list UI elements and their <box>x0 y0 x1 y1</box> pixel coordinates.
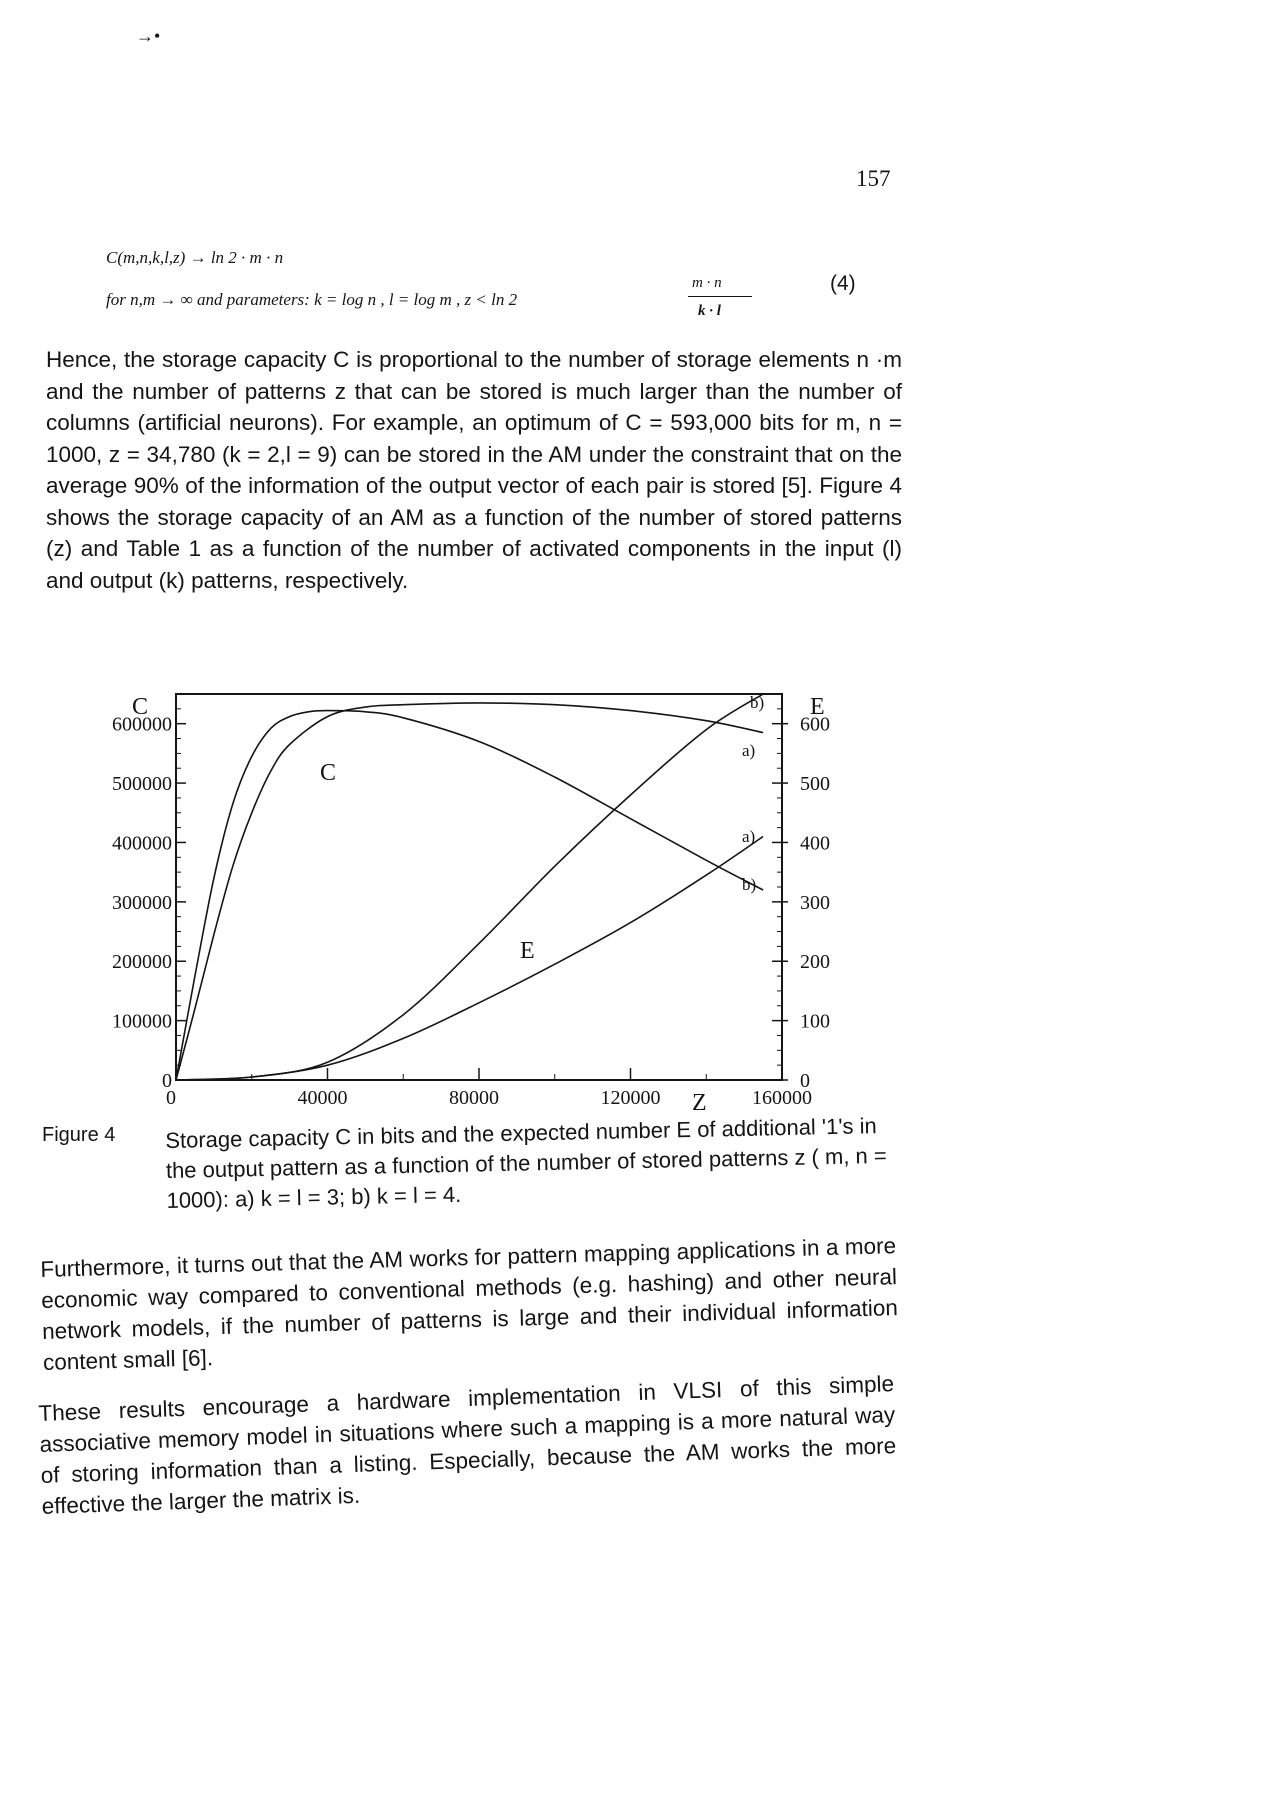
left-tick-label: 400000 <box>112 832 172 855</box>
paragraph-storage-capacity: Hence, the storage capacity C is proportional to the number of storage elements n ·m and the number of patterns z that can be stored is much larger than the number of columns (artificial neurons). For example, an optimum of C = 593,000 bits for m, n = 1000, z = 34,780 (k = 2,l = 9) can be stored in the AM under the constraint that on the average 90% of the information of the output vector of each pair is stored [5]. Figure 4 shows the storage capacity of an AM as a function of the number of stored patterns (z) and Table 1 as a function of the number of activated components in the input (l) and output (k) patterns, respectively. <box>46 347 902 593</box>
bottom-tick-label: 40000 <box>297 1087 348 1109</box>
page-number: 157 <box>856 166 891 191</box>
left-tick-label: 600000 <box>112 713 172 736</box>
right-tick-label: 300 <box>800 891 830 914</box>
plot-frame <box>176 694 782 1080</box>
label-c-a: a) <box>742 741 756 760</box>
right-tick-label: 200 <box>800 951 830 974</box>
right-tick-label: 400 <box>800 832 830 855</box>
series-line-3 <box>176 837 763 1081</box>
x-axis-title: Z <box>692 1090 707 1110</box>
right-tick-label: 600 <box>800 713 830 736</box>
paragraph-vlsi: These results encourage a hardware implementation in VLSI of this simple associative memory model in situations where such a mapping is a more natural way of storing information than a listing. Especially, because the AM works the more effective the larger the matrix is. <box>38 1371 897 1519</box>
bottom-tick-label: 80000 <box>449 1087 499 1109</box>
bottom-tick-label: 120000 <box>600 1087 661 1109</box>
scan-mark: →• <box>136 26 161 46</box>
label-c-b: b) <box>750 693 765 712</box>
equation-number: (4) <box>830 272 856 295</box>
right-axis-title: E <box>810 694 825 720</box>
left-axis-ticks <box>112 709 186 1092</box>
left-tick-label: 0 <box>162 1070 172 1092</box>
equation-line-1: C(m,n,k,l,z) → ln 2 · m · n <box>106 248 284 267</box>
paragraph-pattern-mapping: Furthermore, it turns out that the AM works for pattern mapping applications in a more economic way compared to conventional methods (e.g. hashing) and other neural network models, if the number of patterns is large and their individual information content small [6]. <box>40 1233 899 1375</box>
label-e-b: b) <box>742 875 757 894</box>
figure-4-chart <box>80 670 840 1110</box>
right-axis-ticks <box>772 709 830 1092</box>
figure-label: Figure 4 <box>42 1124 116 1146</box>
series-line-2 <box>176 703 763 1080</box>
right-tick-label: 100 <box>800 1010 830 1033</box>
left-tick-label: 500000 <box>112 773 172 796</box>
left-tick-label: 300000 <box>112 891 172 914</box>
right-tick-label: 0 <box>800 1070 810 1092</box>
right-tick-label: 500 <box>800 773 830 796</box>
left-tick-label: 100000 <box>112 1010 172 1033</box>
left-axis-title: C <box>132 694 149 720</box>
label-e-a: a) <box>742 827 756 846</box>
series-line-4 <box>176 694 763 1080</box>
series-layer <box>176 694 763 1080</box>
left-tick-label: 200000 <box>112 951 172 974</box>
equation-line-2: for n,m → ∞ and parameters: k = log n , l = log m , z < ln 2 <box>106 290 518 309</box>
figure-caption: Storage capacity C in bits and the expected number E of additional '1's in the output pattern as a function of the number of stored patterns z ( m, n = 1000): a) k = l = 3; b) k = l = 4. <box>165 1113 887 1213</box>
equation-fraction-denominator: k · l <box>698 303 721 319</box>
curve-label-capacity: C <box>320 760 337 786</box>
curve-label-expected: E <box>520 938 535 964</box>
equation-fraction-numerator: m · n <box>692 275 722 291</box>
equation-fraction-bar <box>688 296 752 297</box>
bottom-axis-ticks <box>166 1068 812 1109</box>
bottom-tick-label: 160000 <box>752 1087 812 1109</box>
bottom-tick-label: 0 <box>166 1087 176 1109</box>
